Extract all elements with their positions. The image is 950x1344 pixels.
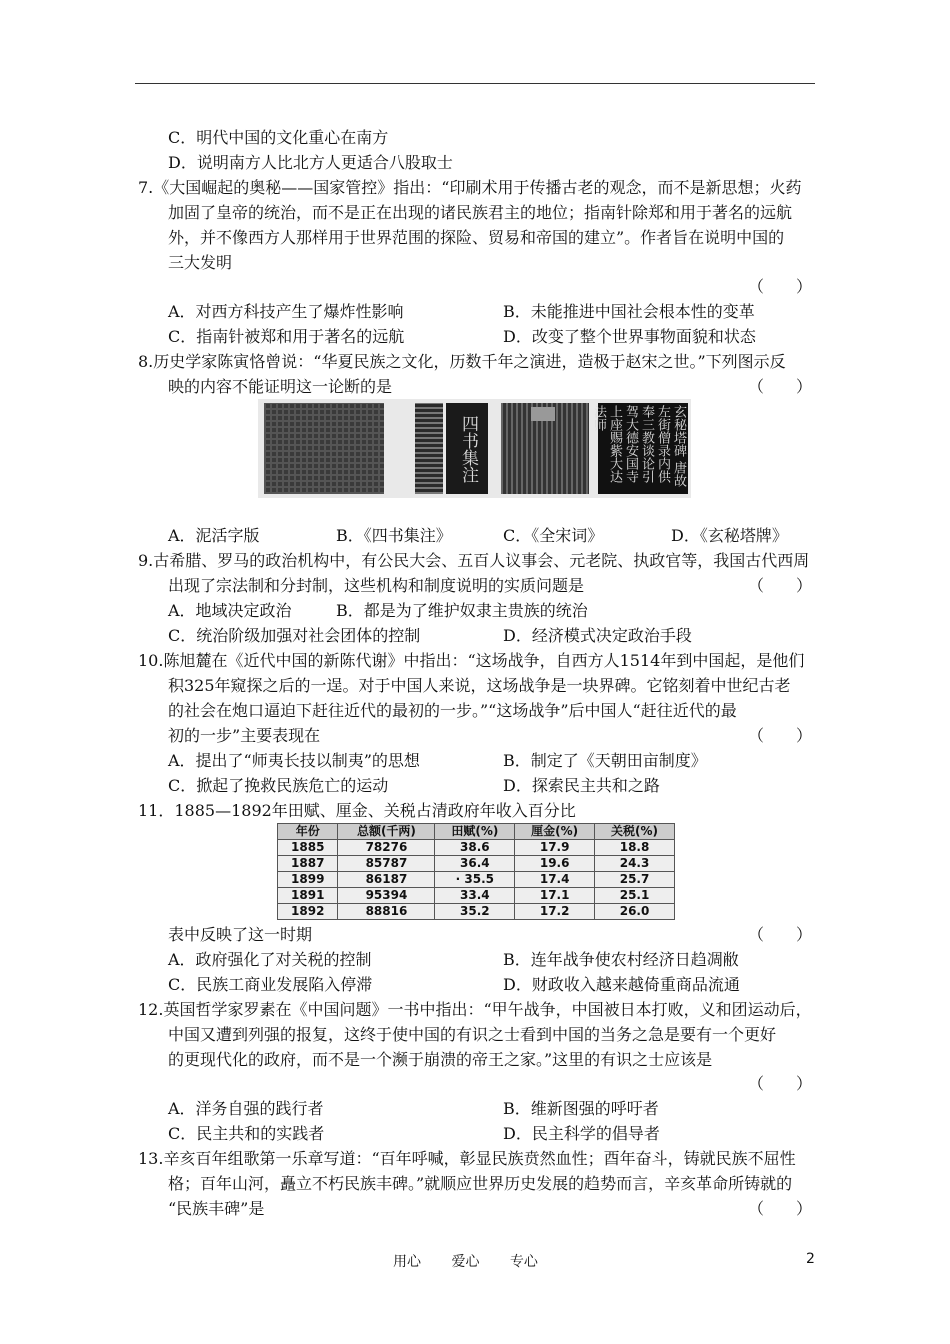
table-cell: 24.3 (595, 856, 675, 872)
text-line: D．《玄秘塔牌》 (671, 526, 788, 545)
text-line: 9.古希腊、罗马的政治机构中，有公民大会、五百人议事会、元老院、执政官等，我国古代西周 (138, 551, 810, 570)
text-line: C．明代中国的文化重心在南方 (168, 128, 389, 147)
answer-parentheses: （ ） (748, 576, 813, 595)
text-line: C．指南针被郑和用于著名的远航 (168, 327, 405, 346)
text-line: D．经济模式决定政治手段 (503, 626, 692, 645)
table-cell: 17.2 (515, 904, 595, 920)
table-header-cell: 总额(千两) (338, 824, 435, 840)
text-line: D．财政收入越来越倚重商品流通 (503, 975, 740, 994)
xuanmi-pagoda-stele-image: 玄秘塔碑 唐故左街僧录内供奉三教谈论引驾大德安国寺上座赐紫大达法师 (598, 403, 688, 494)
table-cell: 26.0 (595, 904, 675, 920)
text-line: A．对西方科技产生了爆炸性影响 (168, 302, 404, 321)
footer-item: 用心 (393, 1254, 421, 1270)
table-cell: 1899 (278, 872, 338, 888)
table-cell: · 35.5 (435, 872, 515, 888)
text-line: 出现了宗法制和分封制，这些机构和制度说明的实质问题是 (168, 576, 585, 595)
table-cell: 85787 (338, 856, 435, 872)
text-line: D．民主科学的倡导者 (503, 1124, 660, 1143)
text-line: A．洋务自强的践行者 (168, 1099, 324, 1118)
answer-parentheses: （ ） (748, 277, 813, 296)
text-line: A．政府强化了对关税的控制 (168, 950, 372, 969)
table-header-row (278, 824, 675, 840)
text-line: D．探索民主共和之路 (503, 776, 660, 795)
table-cell: 1887 (278, 856, 338, 872)
answer-parentheses: （ ） (748, 925, 813, 944)
text-line: 8.历史学家陈寅恪曾说：“华夏民族之文化，历数千年之演进，造极于赵宋之世。”下列图示反 (138, 352, 786, 371)
text-line: A．地域决定政治 (168, 601, 292, 620)
table-cell: 17.4 (515, 872, 595, 888)
text-line: C．民主共和的实践者 (168, 1124, 325, 1143)
text-line: B．《四书集注》 (336, 526, 452, 545)
footer-item: 专心 (509, 1254, 538, 1270)
text-line: 13.辛亥百年组歌第一乐章写道：“百年呼喊，彰显民族贲然血性；酉年奋斗，铸就民族不屈性 (138, 1149, 796, 1168)
text-line: 的更现代化的政府，而不是一个濒于崩溃的帝王之家。”这里的有识之士应该是 (168, 1050, 713, 1069)
qing-revenue-table (277, 823, 675, 920)
text-line: B．维新图强的呼吁者 (503, 1099, 659, 1118)
page-number: 2 (806, 1251, 815, 1267)
text-line: C．民族工商业发展陷入停滞 (168, 975, 373, 994)
table-cell: 1892 (278, 904, 338, 920)
text-line: 初的一步”主要表现在 (168, 726, 321, 745)
answer-parentheses: （ ） (748, 1074, 813, 1093)
text-line: 格；百年山河，矗立不朽民族丰碑。”就顺应世界历史发展的趋势而言，辛亥革命所铸就的 (168, 1174, 793, 1193)
table-cell: 95394 (338, 888, 435, 904)
text-line: 的社会在炮口逼迫下赶往近代的最初的一步。”“这场战争”后中国人“赶往近代的最 (168, 701, 737, 720)
text-line: D．改变了整个世界事物面貌和状态 (503, 327, 756, 346)
table-header-cell: 年份 (278, 824, 338, 840)
text-line: D．说明南方人比北方人更适合八股取士 (168, 153, 453, 172)
answer-parentheses: （ ） (748, 726, 813, 745)
text-line: 11．1885—1892年田赋、厘金、关税占清政府年收入百分比 (138, 801, 576, 820)
table-cell: 1891 (278, 888, 338, 904)
text-line: 外，并不像西方人那样用于世界范围的探险、贸易和帝国的建立”。作者旨在说明中国的 (168, 228, 785, 247)
table-row (278, 856, 675, 872)
table-cell: 1885 (278, 840, 338, 856)
text-line: B．制定了《天朝田亩制度》 (503, 751, 707, 770)
text-line: 中国又遭到列强的报复，这终于使中国的有识之士看到中国的当务之急是要有一个更好 (168, 1025, 777, 1044)
table-row (278, 872, 675, 888)
table-header-cell: 田赋(%) (435, 824, 515, 840)
text-line: C．掀起了挽救民族危亡的运动 (168, 776, 389, 795)
answer-parentheses: （ ） (748, 377, 813, 396)
text-line: C．《全宋词》 (503, 526, 604, 545)
table-cell: 33.4 (435, 888, 515, 904)
text-line: 12.英国哲学家罗素在《中国问题》一书中指出：“甲午战争，中国被日本打败，义和团运动后， (138, 1000, 812, 1019)
table-cell: 88816 (338, 904, 435, 920)
table-cell: 17.9 (515, 840, 595, 856)
footer-slogan (393, 1251, 564, 1271)
table-cell: 86187 (338, 872, 435, 888)
song-culture-images (258, 399, 691, 498)
table-cell: 19.6 (515, 856, 595, 872)
text-line: 表中反映了这一时期 (168, 925, 313, 944)
text-line: B．连年战争使农村经济日趋凋敝 (503, 950, 739, 969)
song-ci-collection-image (501, 403, 589, 494)
table-cell: 25.1 (595, 888, 675, 904)
text-line: B．都是为了维护奴隶主贵族的统治 (336, 601, 588, 620)
table-cell: 78276 (338, 840, 435, 856)
header-rule (135, 83, 815, 84)
clay-movable-type-image (264, 403, 384, 494)
table-cell: 36.4 (435, 856, 515, 872)
four-books-cover-image: 四书集注 (446, 403, 488, 494)
table-row (278, 888, 675, 904)
table-header-cell: 厘金(%) (515, 824, 595, 840)
answer-parentheses: （ ） (748, 1199, 813, 1218)
text-line: A．泥活字版 (168, 526, 260, 545)
text-line: A．提出了“师夷长技以制夷”的思想 (168, 751, 420, 770)
text-line: C．统治阶级加强对社会团体的控制 (168, 626, 421, 645)
table-cell: 17.1 (515, 888, 595, 904)
text-line: “民族丰碑”是 (168, 1199, 265, 1218)
table-row (278, 840, 675, 856)
table-cell: 35.2 (435, 904, 515, 920)
table-cell: 25.7 (595, 872, 675, 888)
text-line: 三大发明 (168, 253, 233, 272)
text-line: 映的内容不能证明这一论断的是 (168, 377, 393, 396)
footer-item: 爱心 (451, 1254, 480, 1270)
text-line: 10.陈旭麓在《近代中国的新陈代谢》中指出：“这场战争，自西方人1514年到中国起，是他们 (138, 651, 805, 670)
text-line: 积325年窥探之后的一逞。对于中国人来说，这场战争是一块界碑。它铭刻着中世纪古老 (168, 676, 791, 695)
text-line: B．未能推进中国社会根本性的变革 (503, 302, 755, 321)
text-line: 7.《大国崛起的奥秘——国家管控》指出：“印刷术用于传播古老的观念，而不是新思想；火药 (138, 178, 802, 197)
table-body (278, 840, 675, 920)
table-row (278, 904, 675, 920)
table-cell: 38.6 (435, 840, 515, 856)
book-spine-image (415, 403, 443, 494)
text-line: 加固了皇帝的统治，而不是正在出现的诸民族君主的地位；指南针除郑和用于著名的远航 (168, 203, 793, 222)
table-header-cell: 关税(%) (595, 824, 675, 840)
table-cell: 18.8 (595, 840, 675, 856)
